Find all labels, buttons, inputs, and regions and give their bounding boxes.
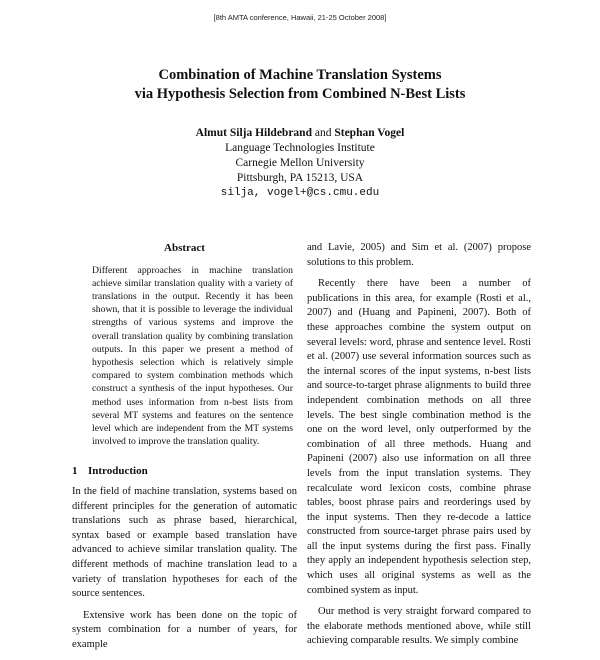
right-paragraph-2: Recently there have been a number of publications in this area, for example (Rosti et al., 2007) and (Huang and Papineni, 2007). Both of these approaches combine the system output on several levels: word, phrase and sentence level. Rosti et al. (2007) use several information sources such as the internal scores of the input systems, n-best lists and source-to-target phrase alignments to build three independent combination methods on all three levels. The best single combination method is the one on the word level, only outperformed by the combination of all three methods. Huang and Papineni (2007) also use information on all three levels from the input translation systems. They recalculate word lexicon costs, combine phrase tables, boost phrase pairs and reorderings used by the input systems. Then they re-decode a lattice constructed from source-target phrase pairs used by all the input systems during the first pass. Finally they apply an independent hypothesis selection step, which uses all original systems as well as the combined system as input.	[307, 278, 531, 596]
author-email: silja, vogel+@cs.cmu.edu	[220, 187, 380, 199]
title-line-2: via Hypothesis Selection from Combined N-Best Lists	[134, 86, 466, 102]
section-number: 1	[72, 465, 78, 478]
author-names	[0, 126, 600, 141]
author-conjunction: and	[314, 127, 332, 139]
left-column	[72, 241, 297, 660]
right-paragraph-3: Our method is very straight forward compared to the elaborate methods mentioned above, while still achieving comparable results. We simply combine	[307, 606, 531, 647]
author-block	[0, 126, 600, 201]
section-title: Introduction	[88, 465, 148, 478]
author-2: Stephan Vogel	[334, 127, 405, 139]
affiliation-city: Pittsburgh, PA 15213, USA	[236, 172, 364, 184]
section-heading-introduction	[72, 464, 297, 479]
intro-paragraph-1: In the field of machine translation, systems based on different principles for the generation of automatic translations such as phrase based, hierarchical, syntax based or example based translation have advanced to achieve similar translation quality. The different methods of machine translation lead to a variety of translation hypotheses for each of the source sentences.	[72, 486, 297, 600]
title-line-1: Combination of Machine Translation Systems	[158, 67, 442, 83]
affiliation-university: Carnegie Mellon University	[235, 157, 365, 169]
paper-title	[0, 66, 600, 104]
abstract-text: Different approaches in machine translation achieve similar translation quality with a variety of translations in the output. Recently it has been shown, that it is possible to leverage the individual strengths of various systems and improve the overall translation quality by combining translation outputs. In this paper we present a method of hypothesis selection which is relatively simple compared to system combination methods which construct a synthesis of the input hypotheses. Our method uses information from n-best lists from several MT systems and features on the sentence level which are independent from the MT systems involved to improve the translation quality.	[92, 264, 293, 448]
author-1: Almut Silja Hildebrand	[195, 127, 312, 139]
abstract-heading: Abstract	[164, 242, 205, 254]
conference-header: [8th AMTA conference, Hawaii, 21-25 October 2008]	[213, 13, 387, 22]
right-column	[307, 241, 531, 656]
right-paragraph-1: and Lavie, 2005) and Sim et al. (2007) propose solutions to this problem.	[307, 242, 531, 268]
affiliation-institute: Language Technologies Institute	[225, 142, 375, 154]
intro-paragraph-2: Extensive work has been done on the topic of system combination for a number of years, for example	[72, 609, 297, 650]
